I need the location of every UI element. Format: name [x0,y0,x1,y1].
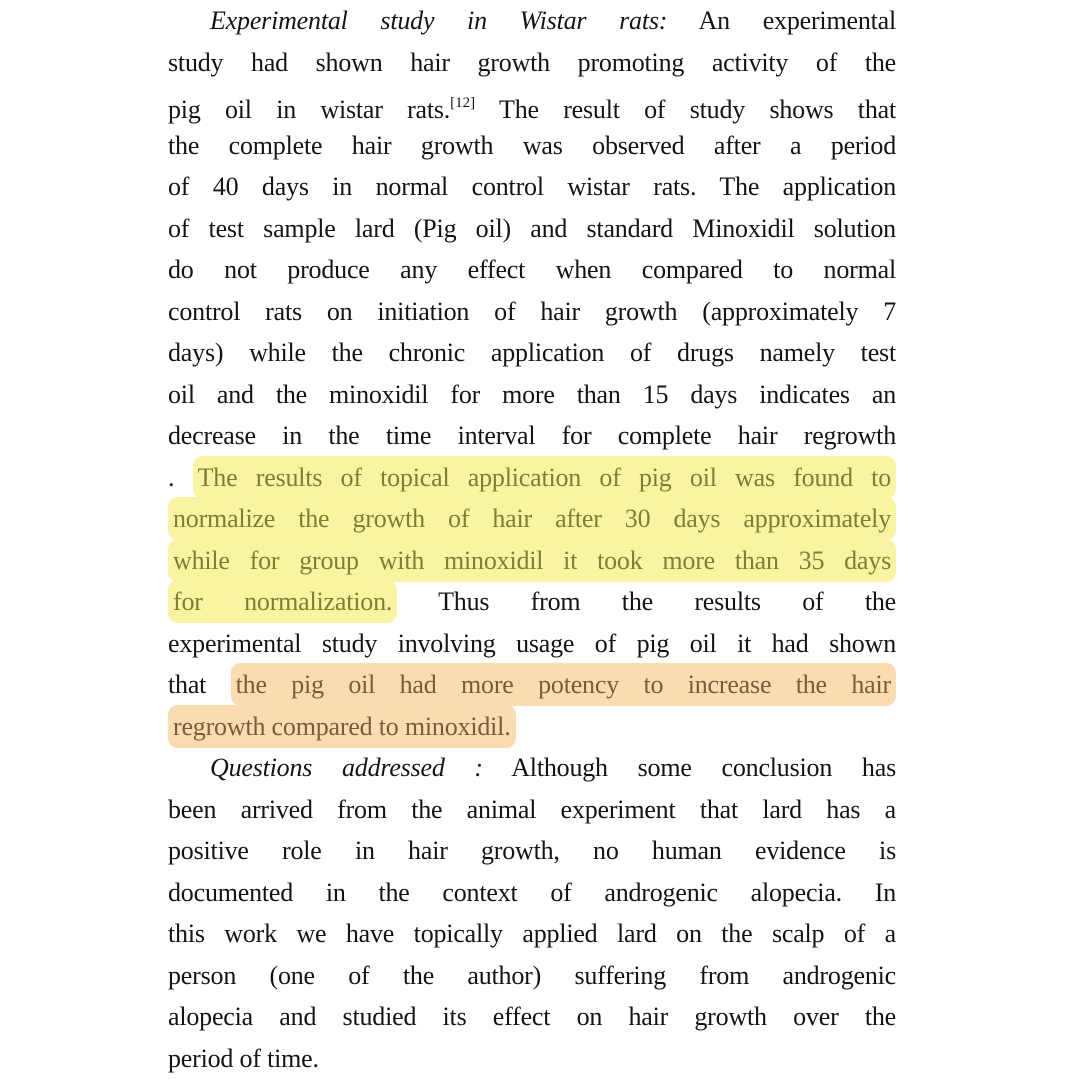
body-text: of test sample lard (Pig oil) and standard Minoxidil solution [168,213,896,243]
section-heading-italic: Questions addressed : [210,753,483,782]
text-line [168,83,896,125]
body-text: The result of study shows that [475,95,896,124]
text-line [168,0,896,42]
body-text: person (one of the author) suffering from androgenic [168,960,896,990]
text-line [168,498,896,540]
body-text: days) while the chronic application of drugs namely test [168,338,896,367]
text-line [168,664,896,706]
text-line [168,125,896,167]
body-text: positive role in hair growth, no human evidence is [168,836,896,865]
body-text: An experimental [667,6,897,35]
text-line [168,789,896,831]
text-line [168,623,896,665]
body-text: oil and the minoxidil for more than 15 days indicates an [168,379,896,409]
body-text: the complete hair growth was observed after a period [168,130,896,160]
citation-superscript: [12] [450,95,476,111]
highlight-orange-text: regrowth compared to minoxidil. [168,705,516,748]
text-line [168,208,896,250]
highlight-yellow-text: while for group with minoxidil it took more than 35 days [168,539,896,582]
text-line [168,291,896,333]
body-text: do not produce any effect when compared to normal [168,255,896,284]
body-text: decrease in the time interval for complete hair regrowth [168,421,896,450]
body-text: experimental study involving usage of pig oil it had shown [168,628,896,658]
body-text: alopecia and studied its effect on hair growth over the [168,1002,896,1031]
highlight-yellow-text: for normalization. [168,580,397,623]
text-line [168,415,896,457]
text-line [168,581,896,623]
text-line [168,249,896,291]
body-text: study had shown hair growth promoting activity of the [168,47,896,77]
text-line [168,872,896,914]
highlight-yellow-text: normalize the growth of hair after 30 days approximately [168,497,896,540]
body-text: this work we have topically applied lard on the scalp of a [168,919,896,948]
text-line [168,540,896,582]
text-line [168,955,896,997]
highlight-yellow-text: The results of topical application of pig oil was found to [193,456,896,499]
body-text: period of time. [168,1043,319,1073]
body-text: Although some conclusion has [482,753,896,782]
body-text: pig oil in wistar rats. [168,95,451,124]
text-line [168,1038,896,1080]
highlight-orange-text: the pig oil had more potency to increase the hair [231,663,896,706]
text-line [168,706,896,748]
body-text: documented in the context of androgenic alopecia. In [168,877,896,907]
text-line [168,332,896,374]
section-heading-italic: Experimental study in Wistar rats: [210,6,668,35]
text-line [168,42,896,84]
body-text: control rats on initiation of hair growth (approximately 7 [168,296,896,326]
text-line [168,830,896,872]
text-line [168,996,896,1038]
text-line [168,913,896,955]
body-text: . [168,462,193,492]
text-line [168,457,896,499]
text-line [168,747,896,789]
body-text: Thus from the results of the [397,587,896,616]
text-line [168,374,896,416]
text-line [168,166,896,208]
body-text: of 40 days in normal control wistar rats. The application [168,172,896,201]
body-text: been arrived from the animal experiment that lard has a [168,794,896,824]
body-text: that [168,670,231,699]
paper-text-column [168,0,896,1079]
